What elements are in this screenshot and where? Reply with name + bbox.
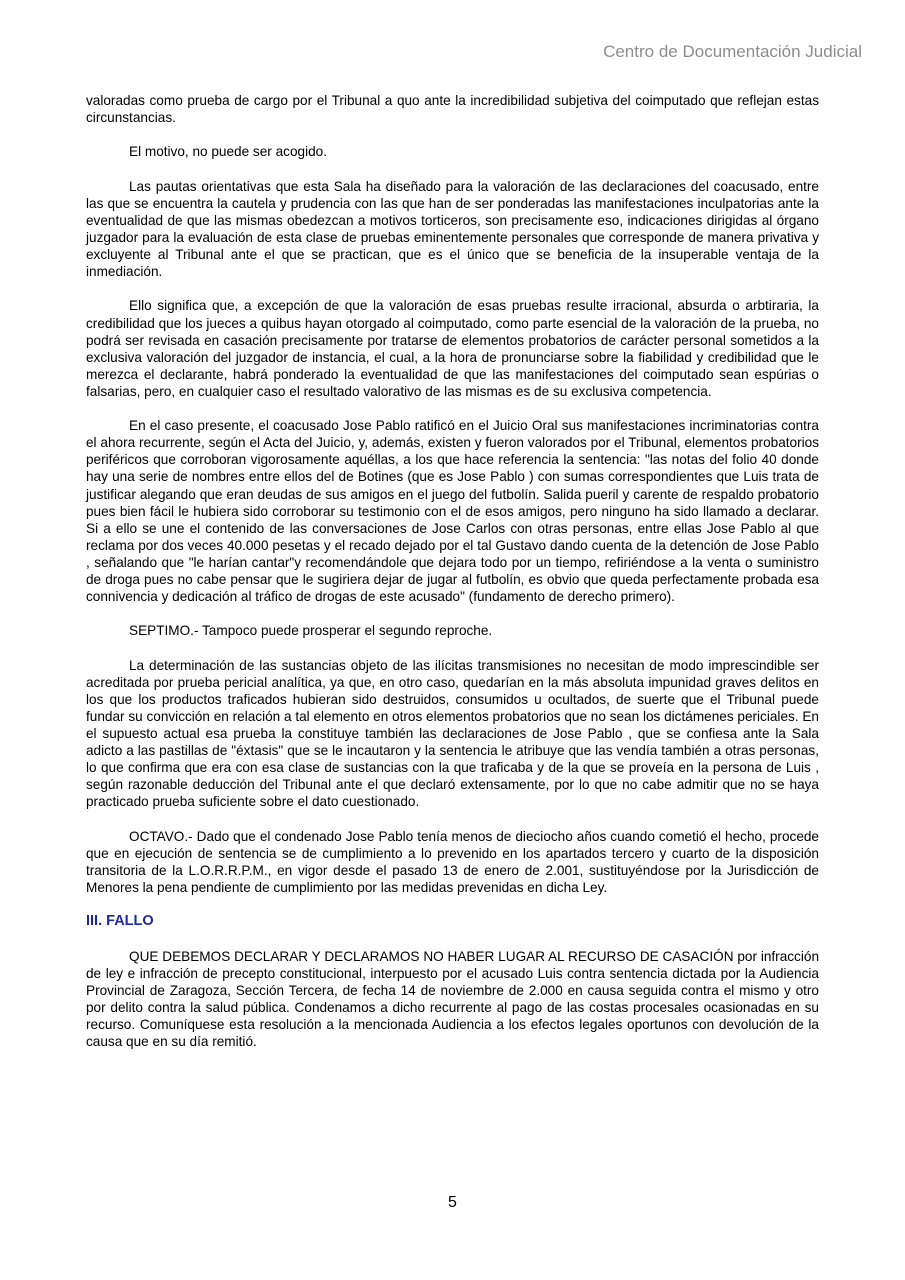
paragraph-2: El motivo, no puede ser acogido. bbox=[129, 144, 327, 160]
paragraph-fallo: QUE DEBEMOS DECLARAR Y DECLARAMOS NO HABER LUGAR AL RECURSO DE CASACIÓN por infracción de ley e infracción de precepto constitucional, interpuesto por el acusado Luis contra sentencia dictada por la Audiencia Provincial de Zaragoza, Sección Tercera, de fecha 14 de noviembre de 2.000 en causa seguida contra el mismo y otro por delito contra la salud pública. Condenamos a dicho recurrente al pago de las costas procesales ocasionadas en su recurso. Comuníquese esta resolución a la mencionada Audiencia a los efectos legales oportunos con devolución de la causa que en su día remitió. bbox=[86, 948, 819, 1049]
paragraph-1: valoradas como prueba de cargo por el Tribunal a quo ante la incredibilidad subjetiva del coimputado que reflejan estas circunstancias. bbox=[86, 93, 819, 126]
page-header: Centro de Documentación Judicial bbox=[603, 42, 862, 61]
paragraph-septimo: SEPTIMO.- Tampoco puede prosperar el segundo reproche. bbox=[129, 623, 493, 639]
document-body bbox=[86, 92, 819, 1067]
page-number: 5 bbox=[448, 1194, 457, 1211]
paragraph-octavo: OCTAVO.- Dado que el condenado Jose Pablo tenía menos de dieciocho años cuando cometió el hecho, procede que en ejecución de sentencia se de cumplimiento a lo prevenido en los apartados tercero y cuarto de la disposición transitoria de la L.O.R.R.P.M., en vigor desde el pasado 13 de enero de 2.001, sustituyéndose por la Jurisdicción de Menores la pena pendiente de cumplimiento por las medidas prevenidas en dicha Ley. bbox=[86, 828, 819, 895]
paragraph-7: La determinación de las sustancias objeto de las ilícitas transmisiones no necesitan de modo imprescindible ser acreditada por prueba pericial analítica, ya que, en otro caso, quedarían en la más absoluta impunidad graves delitos en los que los productos traficados hubieran sido destruidos, consumidos u ocultados, de suerte que el Tribunal puede fundar su convicción en relación a tal elemento en otros elementos probatorios que no sean los dictámenes periciales. En el supuesto actual esa prueba la constituye también las declaraciones de Jose Pablo , que se confiesa ante la Sala adicto a las pastillas de "éxtasis" que se le incautaron y la sentencia le atribuye que las vendía también a otras personas, lo que confirma que era con esa clase de sustancias con la que traficaba y de la que se proveía en la persona de Luis , según razonable deducción del Tribunal ante el que declaró extensamente, por lo que no cabe admitir que no se haya practicado prueba suficiente sobre el dato cuestionado. bbox=[86, 657, 819, 810]
paragraph-5: En el caso presente, el coacusado Jose Pablo ratificó en el Juicio Oral sus manifestaciones incriminatorias contra el ahora recurrente, según el Acta del Juicio, y, además, existen y fueron valorados por el Tribunal, elementos probatorios periféricos que corroboran vigorosamente aquéllas, a los que hace referencia la sentencia: "las notas del folio 40 donde hay una serie de nombres entre ellos del de Botines (que es Jose Pablo ) con sumas correspondientes que Luis trata de justificar alegando que eran deudas de sus amigos en el juego del futbolín. Salida pueril y carente de respaldo probatorio pues bien fácil le hubiera sido corroborar su testimonio con el de esos amigos, pero ninguno ha sido llamado a declarar. Si a ello se une el contenido de las conversaciones de Jose Carlos con otras personas, entre ellas Jose Pablo al que reclama por dos veces 40.000 pesetas y el recado dejado por el tal Gustavo dando cuenta de la detención de Jose Pablo , señalando que "le harían cantar"y recomendándole que dejara todo por un tiempo, refiriéndose a la venta o suministro de droga pues no cabe pensar que le sugiriera dejar de jugar al futbolín, es obvio que queda perfectamente probada esa connivencia y dedicación al tráfico de drogas de este acusado" (fundamento de derecho primero). bbox=[86, 418, 819, 605]
section-heading-fallo: III. FALLO bbox=[86, 913, 154, 930]
paragraph-3: Las pautas orientativas que esta Sala ha diseñado para la valoración de las declaraciones del coacusado, entre las que se encuentra la cautela y prudencia con las que han de ser ponderadas las manifestaciones inculpatorias ante la eventualidad de que las mismas obedezcan a motivos torticeros, son precisamente eso, indicaciones dirigidas al órgano juzgador para la evaluación de esta clase de pruebas eminentemente personales que corresponde de manera privativa y excluyente al Tribunal ante el que se practican, que es el único que se beneficia de la insuperable ventaja de la inmediación. bbox=[86, 178, 819, 280]
paragraph-4: Ello significa que, a excepción de que la valoración de esas pruebas resulte irracional, absurda o arbtiraria, la credibilidad que los jueces a quibus hayan otorgado al coimputado, como parte esencial de la valoración de la prueba, no podrá ser revisada en casación precisamente por tratarse de elementos probatorios de carácter personal sometidos a la exclusiva valoración del juzgador de instancia, el cual, a la hora de pronunciarse sobre la fiabilidad y credibilidad que le merezca el declarante, habrá ponderado la eventualidad de que las manifestaciones del coimputado sean espúrias o falsarias, pero, en cualquier caso el resultado valorativo de las mismas es de su exclusiva competencia. bbox=[86, 298, 819, 399]
